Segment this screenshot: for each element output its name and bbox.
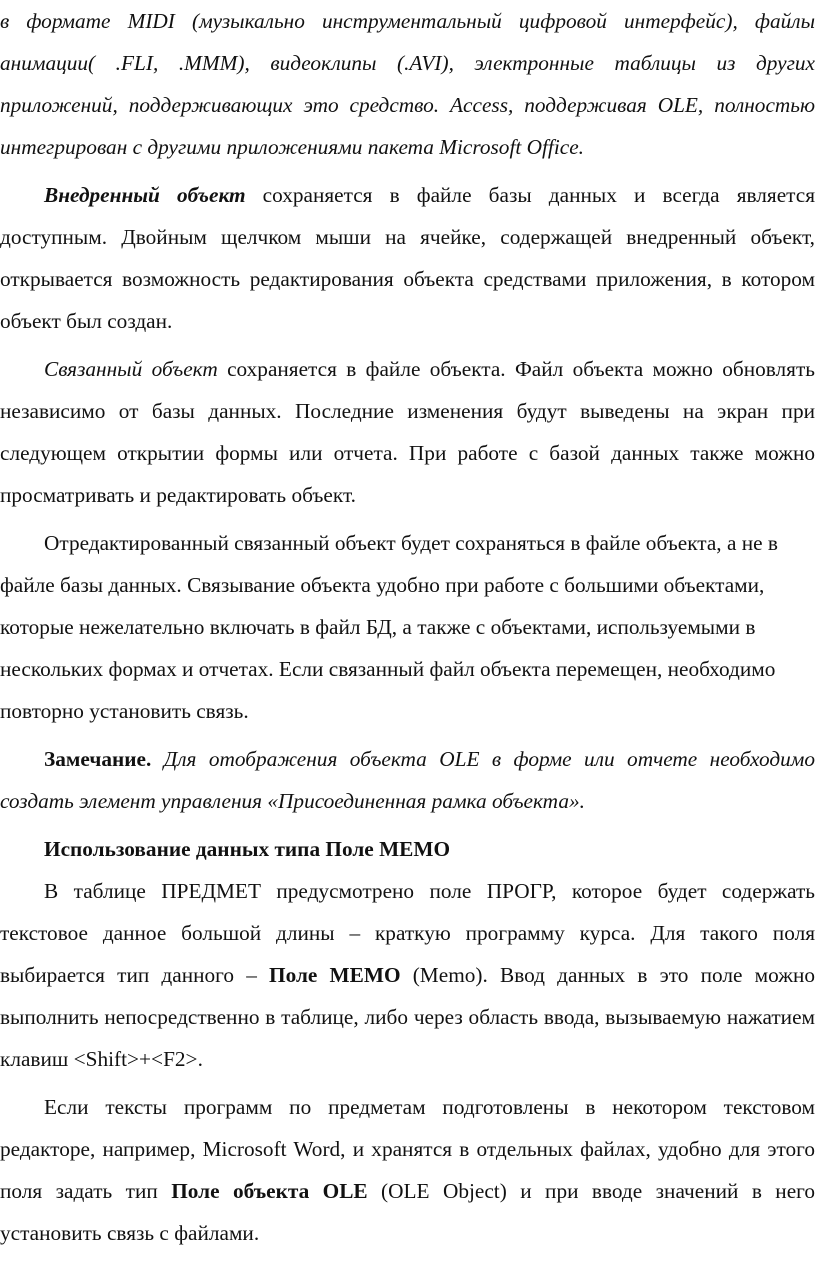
term-memo-field: Поле МЕМО	[269, 963, 401, 987]
section-heading: Использование данных типа Поле МЕМО	[44, 837, 451, 861]
term-embedded-object: Внедренный объект	[44, 183, 246, 207]
paragraph-embedded-object	[0, 174, 815, 342]
note-label: Замечание.	[44, 747, 152, 771]
paragraph-note	[0, 738, 815, 822]
paragraph-ole-text-after: (OLE Object) и при вводе значений в него установить связь с файлами.	[0, 1179, 815, 1245]
term-linked-object: Связанный объект	[44, 357, 218, 381]
paragraph-ole-text-before: Если тексты программ по предметам подготовлены в некотором текстовом редакторе, например, Microsoft Word, и хранятся в отдельных файлах, удобно для этого поля задать тип	[0, 1095, 815, 1203]
paragraph-edited-linked-object: Отредактированный связанный объект будет сохраняться в файле объекта, а не в файле базы данных. Связывание объекта удобно при работе с большими объектами, которые нежелательно включать в файл БД, а также с объектами, используемыми в нескольких формах и отчетах. Если связанный файл объекта перемещен, необходимо повторно установить связь.	[0, 531, 778, 723]
paragraph-embedded-object-text: сохраняется в файле базы данных и всегда является доступным. Двойным щелчком мыши на ячейке, содержащей внедренный объект, открывается возможность редактирования объекта средствами приложения, в котором объект был создан.	[0, 183, 815, 333]
paragraph-ole-media: в формате MIDI (музыкально инструментальный цифровой интерфейс), файлы анимации( .FLI, .MMM), видеоклипы (.AVI), электронные таблицы из других приложений, поддерживающих это средство. Access, поддерживая OLE, полностью интегрирован с другими приложениями пакета Microsoft Office.	[0, 9, 815, 159]
paragraph-linked-object	[0, 348, 815, 516]
paragraph-memo-text-after: (Memo). Ввод данных в это поле можно выполнить непосредственно в таблице, либо через область ввода, вызываемую нажатием клавиш <Shift>+<F2>.	[0, 963, 815, 1071]
note-text: Для отображения объекта OLE в форме или отчете необходимо создать элемент управления «Присоединенная рамка объекта».	[0, 747, 815, 813]
paragraph-memo-text-before: В таблице ПРЕДМЕТ предусмотрено поле ПРОГР, которое будет содержать текстовое данное большой длины – краткую программу курса. Для такого поля выбирается тип данного –	[0, 879, 815, 987]
paragraph-ole-field	[0, 1086, 815, 1254]
term-ole-field: Поле объекта OLE	[171, 1179, 368, 1203]
paragraph-memo-field	[0, 870, 815, 1080]
paragraph-linked-object-text: сохраняется в файле объекта. Файл объекта можно обновлять независимо от базы данных. Последние изменения будут выведены на экран при следующем открытии формы или отчета. При работе с базой данных также можно просматривать и редактировать объект.	[0, 357, 815, 507]
